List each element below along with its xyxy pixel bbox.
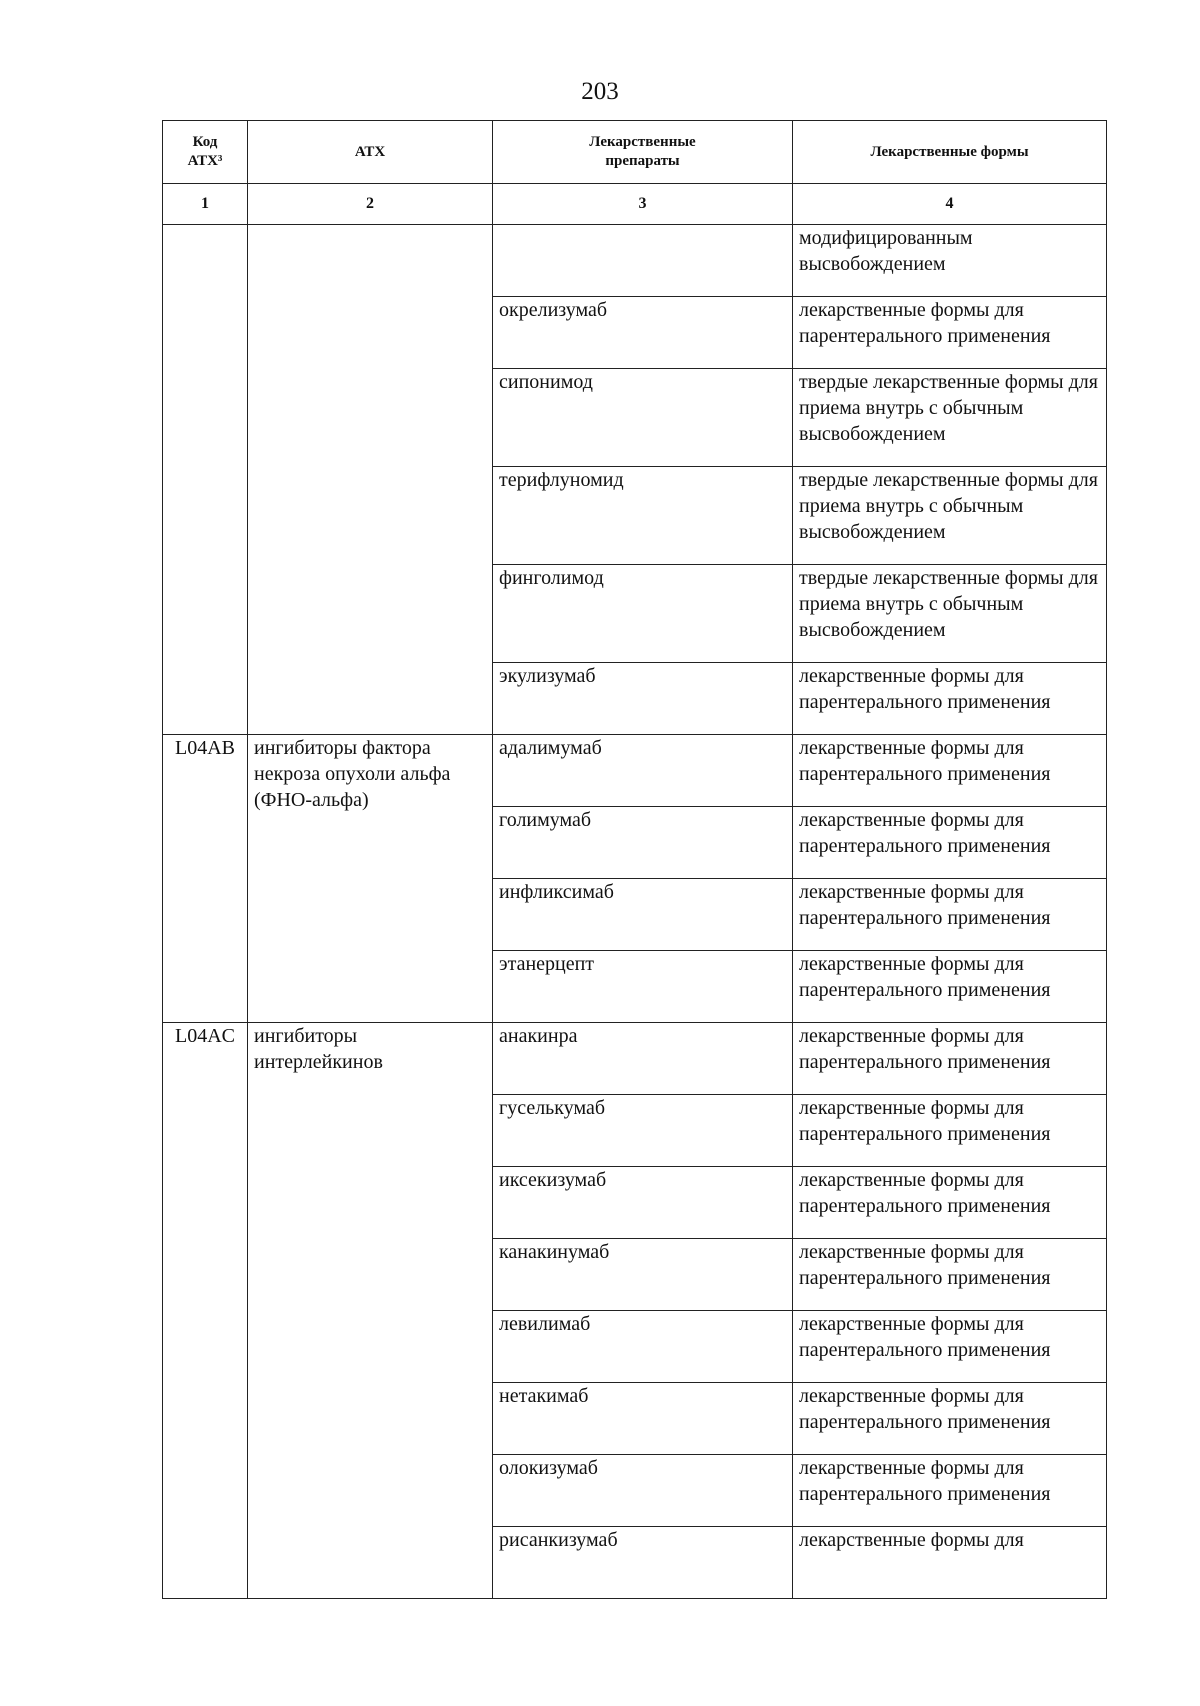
- atx-code-cell: [163, 225, 248, 735]
- drug-name-cell: сипонимод: [493, 369, 793, 467]
- column-number: 3: [493, 184, 793, 225]
- dosage-form-cell: твердые лекарственные формы для приема внутрь с обычным высвобождением: [793, 565, 1107, 663]
- dosage-form-cell: лекарственные формы для парентерального применения: [793, 879, 1107, 951]
- drug-name-cell: голимумаб: [493, 807, 793, 879]
- drug-name-cell: [493, 225, 793, 297]
- drug-name-cell: инфликсимаб: [493, 879, 793, 951]
- drug-name-cell: левилимаб: [493, 1311, 793, 1383]
- column-number: 4: [793, 184, 1107, 225]
- table-row: [163, 225, 1107, 297]
- header-row: [163, 121, 1107, 184]
- drug-name-cell: рисанкизумаб: [493, 1527, 793, 1599]
- atx-code-cell: L04AB: [163, 735, 248, 1023]
- drug-name-cell: этанерцепт: [493, 951, 793, 1023]
- dosage-form-cell: лекарственные формы для парентерального применения: [793, 735, 1107, 807]
- dosage-form-cell: лекарственные формы для парентерального применения: [793, 1239, 1107, 1311]
- header-code: [163, 121, 248, 184]
- table-body: [163, 225, 1107, 1599]
- dosage-form-cell: лекарственные формы для парентерального применения: [793, 663, 1107, 735]
- drug-name-cell: олокизумаб: [493, 1455, 793, 1527]
- drug-name-cell: финголимод: [493, 565, 793, 663]
- dosage-form-cell: лекарственные формы для парентерального применения: [793, 1023, 1107, 1095]
- drug-name-cell: адалимумаб: [493, 735, 793, 807]
- dosage-form-cell: модифицированным высвобождением: [793, 225, 1107, 297]
- header-drugs: [493, 121, 793, 184]
- dosage-form-cell: лекарственные формы для парентерального применения: [793, 297, 1107, 369]
- dosage-form-cell: лекарственные формы для парентерального применения: [793, 1311, 1107, 1383]
- drug-name-cell: экулизумаб: [493, 663, 793, 735]
- table-row: [163, 1023, 1107, 1095]
- dosage-form-cell: твердые лекарственные формы для приема внутрь с обычным высвобождением: [793, 369, 1107, 467]
- header-forms: Лекарственные формы: [793, 121, 1107, 184]
- atx-group-cell: [248, 225, 493, 735]
- table-row: [163, 735, 1107, 807]
- column-number: 1: [163, 184, 248, 225]
- drug-table: [162, 120, 1107, 1599]
- dosage-form-cell: лекарственные формы для парентерального применения: [793, 1095, 1107, 1167]
- drug-name-cell: гуселькумаб: [493, 1095, 793, 1167]
- header-drugs-line2: препараты: [605, 153, 680, 169]
- header-atx: АТХ: [248, 121, 493, 184]
- atx-group-cell: ингибиторы фактора некроза опухоли альфа (ФНО-альфа): [248, 735, 493, 1023]
- drug-name-cell: нетакимаб: [493, 1383, 793, 1455]
- column-number-row: [163, 184, 1107, 225]
- drug-name-cell: анакинра: [493, 1023, 793, 1095]
- dosage-form-cell: лекарственные формы для парентерального применения: [793, 1383, 1107, 1455]
- header-drugs-line1: Лекарственные: [589, 134, 696, 150]
- header-code-line2: АТХ³: [187, 153, 223, 169]
- drug-name-cell: окрелизумаб: [493, 297, 793, 369]
- header-code-line1: Код: [192, 134, 218, 150]
- atx-code-cell: L04AC: [163, 1023, 248, 1599]
- column-number: 2: [248, 184, 493, 225]
- dosage-form-cell: лекарственные формы для парентерального применения: [793, 1167, 1107, 1239]
- dosage-form-cell: лекарственные формы для: [793, 1527, 1107, 1599]
- atx-group-cell: ингибиторы интерлейкинов: [248, 1023, 493, 1599]
- drug-name-cell: терифлуномид: [493, 467, 793, 565]
- drug-name-cell: канакинумаб: [493, 1239, 793, 1311]
- dosage-form-cell: лекарственные формы для парентерального применения: [793, 1455, 1107, 1527]
- dosage-form-cell: твердые лекарственные формы для приема внутрь с обычным высвобождением: [793, 467, 1107, 565]
- drug-name-cell: иксекизумаб: [493, 1167, 793, 1239]
- dosage-form-cell: лекарственные формы для парентерального применения: [793, 807, 1107, 879]
- dosage-form-cell: лекарственные формы для парентерального применения: [793, 951, 1107, 1023]
- page-number: 203: [581, 78, 619, 105]
